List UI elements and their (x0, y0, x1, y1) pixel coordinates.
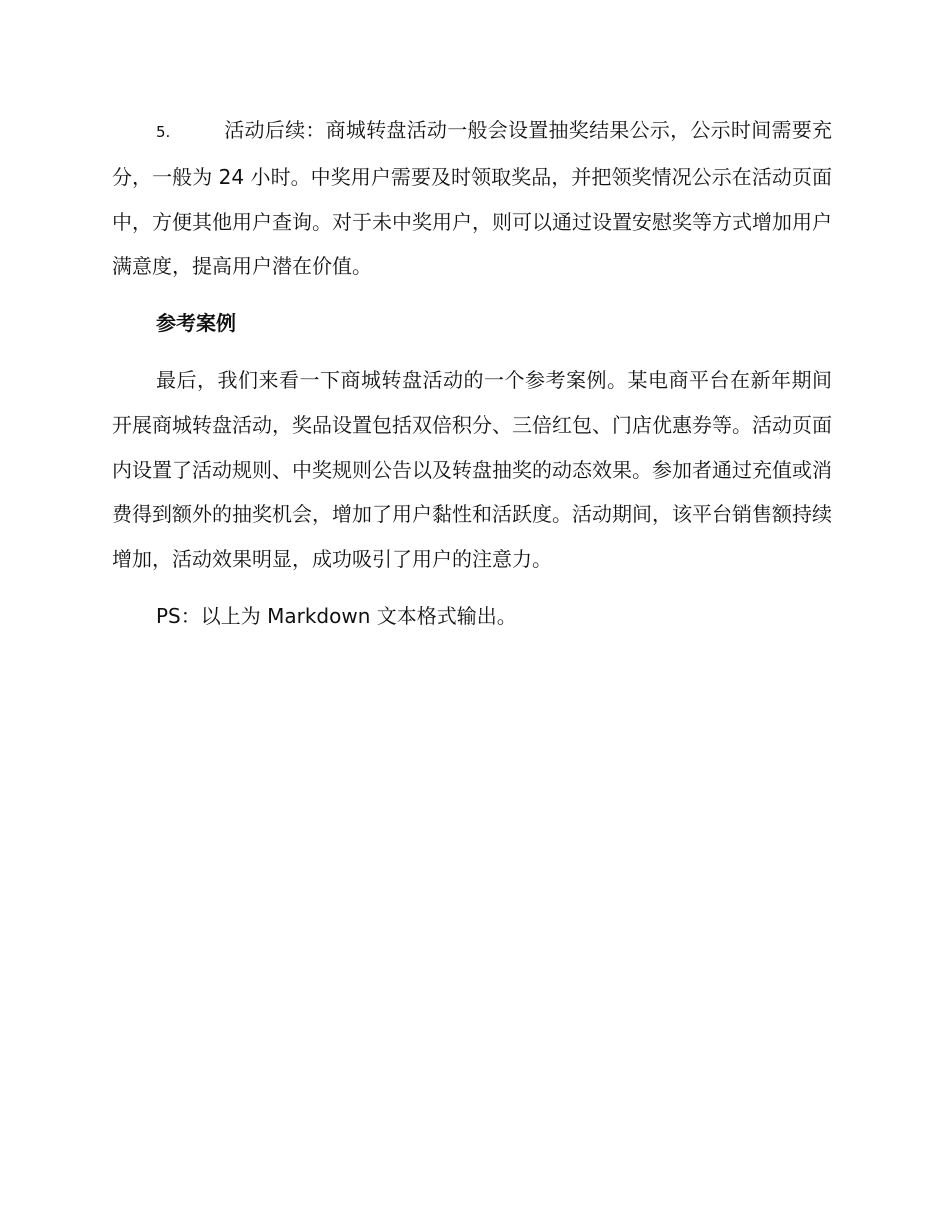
list-item-text: 活动后续：商城转盘活动一般会设置抽奖结果公示，公示时间需要充分，一般为 24 小时。中奖用户需要及时领取奖品，并把领奖情况公示在活动页面中，方便其他用户查询。对于未中奖用户，则可以通过设置安慰奖等方式增加用户满意度，提高用户潜在价值。 (112, 118, 832, 279)
list-item-5 (112, 108, 832, 289)
section-heading: 参考案例 (156, 311, 236, 336)
list-item-number: 5. (156, 123, 171, 141)
ps-note: PS：以上为 Markdown 文本格式输出。 (156, 603, 517, 628)
case-paragraph: 最后，我们来看一下商城转盘活动的一个参考案例。某电商平台在新年期间开展商城转盘活动，奖品设置包括双倍积分、三倍红包、门店优惠券等。活动页面内设置了活动规则、中奖规则公告以及转盘抽奖的动态效果。参加者通过充值或消费得到额外的抽奖机会，增加了用户黏性和活跃度。活动期间，该平台销售额持续增加，活动效果明显，成功吸引了用户的注意力。 (112, 367, 832, 572)
document-body (112, 108, 832, 639)
